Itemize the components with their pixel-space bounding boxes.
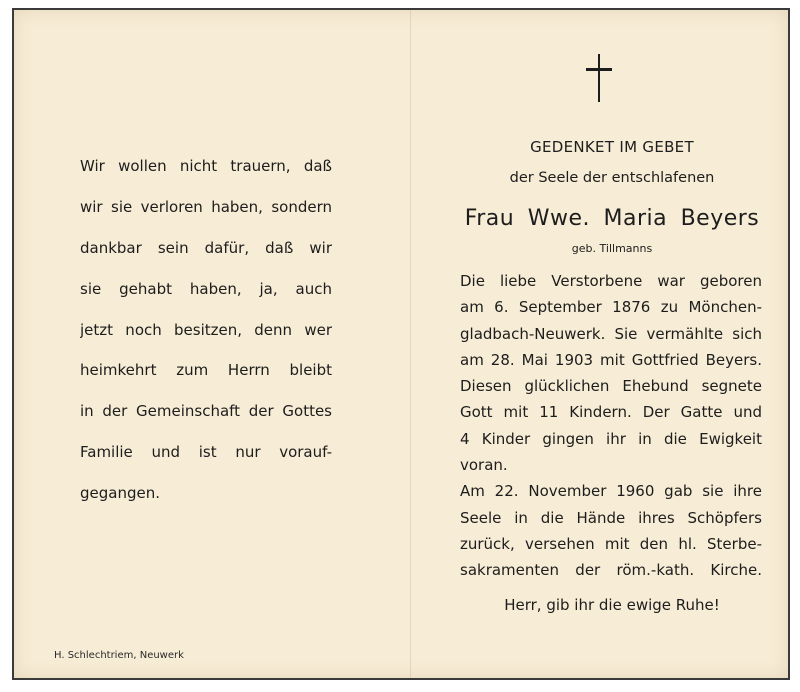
memorial-heading: GEDENKET IM GEBET bbox=[530, 138, 694, 156]
printer-imprint: H. Schlechtriem, Neuwerk bbox=[54, 650, 184, 661]
verse-line: in der Gemeinschaft der Gottes bbox=[80, 402, 332, 421]
left-page-verse bbox=[80, 146, 332, 514]
verse-line: Familie und ist nur vorauf- bbox=[80, 443, 332, 462]
closing-prayer: Herr, gib ihr die ewige Ruhe! bbox=[504, 596, 720, 614]
bio-line: voran. bbox=[460, 456, 508, 475]
cross-icon bbox=[586, 54, 612, 102]
bio-line: Seele in die Hände ihres Schöpfers bbox=[460, 508, 762, 527]
bio-line: Diesen glücklichen Ehebund segnete bbox=[460, 377, 762, 396]
biography bbox=[460, 268, 762, 584]
bio-line: Die liebe Verstorbene war geboren bbox=[460, 272, 762, 290]
memorial-card bbox=[12, 8, 790, 680]
bio-line: Am 22. November 1960 gab sie ihre bbox=[460, 482, 762, 501]
deceased-name: Frau Wwe. Maria Beyers bbox=[464, 206, 760, 231]
birth-name: geb. Tillmanns bbox=[571, 242, 653, 255]
bio-line: gladbach-Neuwerk. Sie vermählte sich bbox=[460, 324, 762, 343]
bio-line: am 6. September 1876 zu Mönchen- bbox=[460, 298, 762, 317]
verse-line: jetzt noch besitzen, denn wer bbox=[80, 320, 332, 339]
bio-line: Gott mit 11 Kindern. Der Gatte und bbox=[460, 403, 762, 422]
bio-line: am 28. Mai 1903 mit Gottfried Beyers. bbox=[460, 350, 762, 369]
verse-line: Wir wollen nicht trauern, daß bbox=[80, 157, 332, 175]
verse-line: heimkehrt zum Herrn bleibt bbox=[80, 361, 332, 380]
card-fold bbox=[410, 10, 411, 678]
verse-line: dankbar sein dafür, daß wir bbox=[80, 238, 332, 257]
memorial-subheading: der Seele der entschlafenen bbox=[509, 170, 715, 186]
bio-line: zurück, versehen mit den hl. Sterbe- bbox=[460, 534, 762, 553]
verse-line: wir sie verloren haben, sondern bbox=[80, 197, 332, 216]
bio-line: sakramenten der röm.-kath. Kirche. bbox=[460, 561, 762, 580]
verse-line: gegangen. bbox=[80, 484, 160, 503]
bio-line: 4 Kinder gingen ihr in die Ewigkeit bbox=[460, 429, 762, 448]
verse-line: sie gehabt haben, ja, auch bbox=[80, 279, 332, 298]
